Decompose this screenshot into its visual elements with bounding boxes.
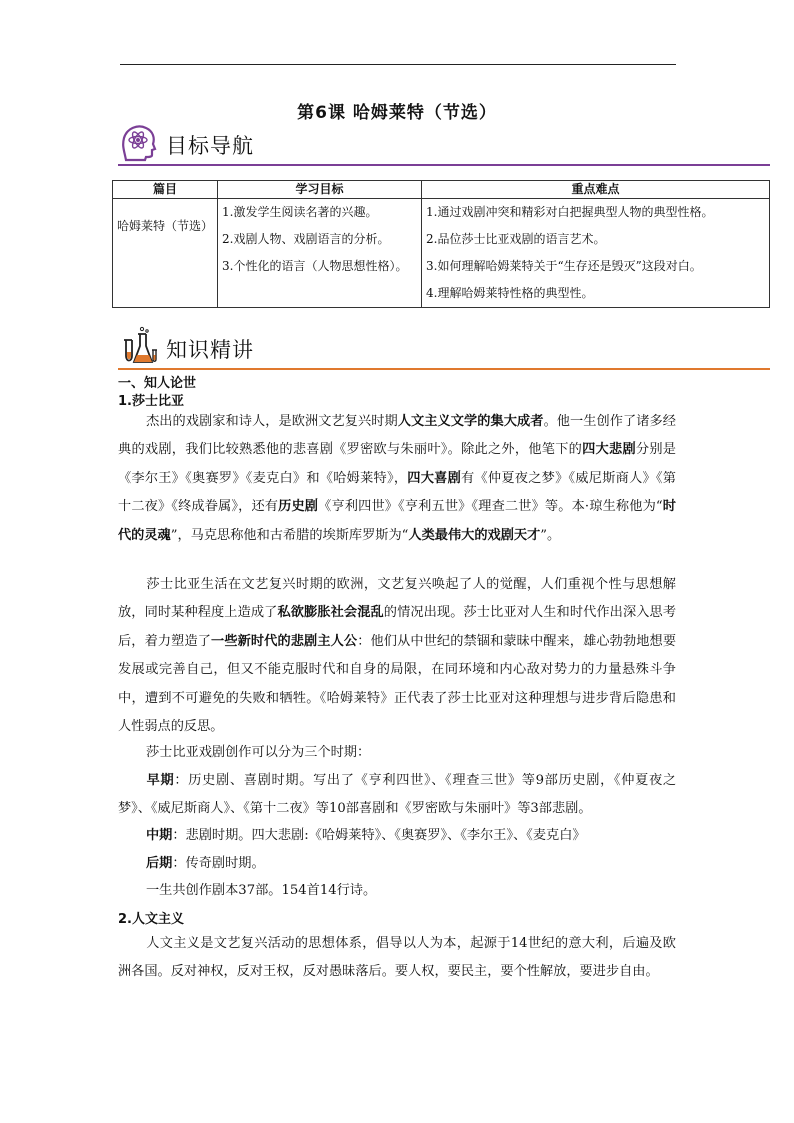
objective-item: 2.戏剧人物、戏剧语言的分析。 — [222, 232, 390, 246]
text-run: 。他一生创作了诸多经典的戏剧，我们比较熟悉他的悲喜剧《罗密欧与朱丽叶》。除此之外，他笔下的 — [118, 414, 676, 458]
col-header-objectives: 学习目标 — [218, 181, 422, 199]
heading-know-person: 一、知人论世 — [118, 376, 197, 391]
total-text: 一生共创作剧本37部。154首14行诗。 — [146, 883, 377, 898]
goals-table — [112, 180, 770, 308]
emphasis-text: 历史剧 — [278, 499, 319, 515]
key-point-item: 4.理解哈姆莱特性格的典型性。 — [426, 286, 594, 300]
knowledge-heading-bar — [118, 368, 770, 370]
paragraph-humanism — [118, 930, 676, 987]
key-point-item: 2.品位莎士比亚戏剧的语言艺术。 — [426, 232, 606, 246]
emphasis-text: 四大悲剧 — [582, 442, 636, 458]
emphasis-text: 时代的灵魂 — [118, 499, 676, 543]
paragraph-intro-text — [118, 414, 676, 543]
humanism-text: 人文主义是文艺复兴活动的思想体系，倡导以人为本，起源于14世纪的意大利，后遍及欧洲各国。反对神权，反对王权，反对愚昧落后。要人权，要民主，要个性解放，要进步自由。 — [118, 936, 676, 980]
emphasis-text: 四大喜剧 — [407, 470, 462, 486]
text-run: ：他们从中世纪的禁锢和蒙昧中醒来，雄心勃勃地想要发展或完善自己，但又不能克服时代和自身的局限，在同环境和内心敌对势力的力量悬殊斗争中，遭到不可避免的失败和牺牲。《哈姆莱特》正代表了莎士比亚对这种理想与进步背后隐患和人性弱点的反思。 — [118, 633, 677, 735]
text-run: 莎士比亚生活在文艺复兴时期的欧洲，文艺复兴唤起了人的觉醒，人们重视个性与思想解放，同时某种程度上造成了 — [118, 577, 676, 621]
objectives-cell — [218, 199, 422, 308]
paragraph-total — [118, 877, 676, 905]
early-text: ：历史剧、喜剧时期。写出了《亨利四世》、《理查三世》等9部历史剧，《仲夏夜之梦》、《威尼斯商人》、《第十二夜》等10部喜剧和《罗密欧与朱丽叶》等3部悲剧。 — [118, 773, 677, 817]
objective-item: 3.个性化的语言（人物思想性格）。 — [222, 259, 408, 273]
goals-heading-bar — [118, 164, 770, 166]
early-label: 早期 — [146, 773, 175, 788]
text-run: 有《仲夏夜之梦》《威尼斯商人》《第十二夜》《终成眷属》，还有 — [118, 470, 676, 515]
goals-heading-label: 目标导航 — [166, 134, 254, 158]
paragraph-late — [118, 850, 676, 878]
emphasis-text: 人类最伟大的戏剧天才 — [408, 527, 541, 543]
lesson-title: 第6课 哈姆莱特（节选） — [297, 103, 497, 123]
piece-cell: 哈姆莱特（节选） — [113, 199, 218, 308]
objective-item: 1.激发学生阅读名著的兴趣。 — [222, 205, 378, 219]
text-run: 的情况出现。莎士比亚对人生和时代作出深入思考后，着力塑造了 — [118, 605, 677, 649]
paragraph-background — [118, 571, 676, 741]
flask-icon — [118, 326, 160, 368]
middle-label: 中期 — [146, 828, 173, 843]
text-run: ”，马克思称他和古希腊的埃斯库罗斯为“ — [170, 527, 409, 543]
knowledge-section-heading — [118, 326, 770, 370]
late-text: ：传奇剧时期。 — [172, 856, 265, 871]
col-header-piece: 篇目 — [113, 181, 218, 199]
text-run: 《亨利四世》《亨利五世》《理查二世》等。本·琼生称他为“ — [318, 499, 663, 515]
text-run: 杰出的戏剧家和诗人，是欧洲文艺复兴时期 — [146, 414, 398, 429]
header-rule — [120, 64, 676, 65]
key-points-cell — [422, 199, 770, 308]
late-label: 后期 — [146, 856, 173, 871]
text-run: ”。 — [540, 527, 561, 543]
heading-shakespeare: 1.莎士比亚 — [118, 394, 184, 409]
emphasis-text: 一些新时代的悲剧主人公 — [211, 633, 358, 649]
col-header-key-points: 重点难点 — [422, 181, 770, 199]
table-row — [113, 199, 770, 308]
periods-intro-text: 莎士比亚戏剧创作可以分为三个时期： — [146, 745, 371, 760]
key-point-item: 1.通过戏剧冲突和精彩对白把握典型人物的典型性格。 — [426, 205, 714, 219]
heading-humanism: 2.人文主义 — [118, 912, 184, 927]
goals-section-heading — [118, 122, 770, 166]
head-atom-icon — [118, 122, 160, 164]
paragraph-intro — [118, 408, 676, 550]
goals-table-header — [113, 181, 770, 199]
text-run: 分别是《李尔王》《奥赛罗》《麦克白》和《哈姆莱特》， — [118, 442, 676, 486]
middle-text: ：悲剧时期。四大悲剧:《哈姆莱特》、《奥赛罗》、《李尔王》、《麦克白》 — [172, 828, 586, 843]
emphasis-text: 私欲膨胀社会混乱 — [277, 605, 384, 621]
emphasis-text: 人文主义文学的集大成者 — [397, 414, 544, 429]
paragraph-early — [118, 767, 676, 824]
paragraph-middle — [118, 822, 676, 850]
paragraph-periods-intro — [118, 739, 676, 767]
paragraph-background-text — [118, 577, 676, 734]
knowledge-heading-label: 知识精讲 — [166, 338, 254, 362]
key-point-item: 3.如何理解哈姆莱特关于“生存还是毁灭”这段对白。 — [426, 259, 702, 273]
